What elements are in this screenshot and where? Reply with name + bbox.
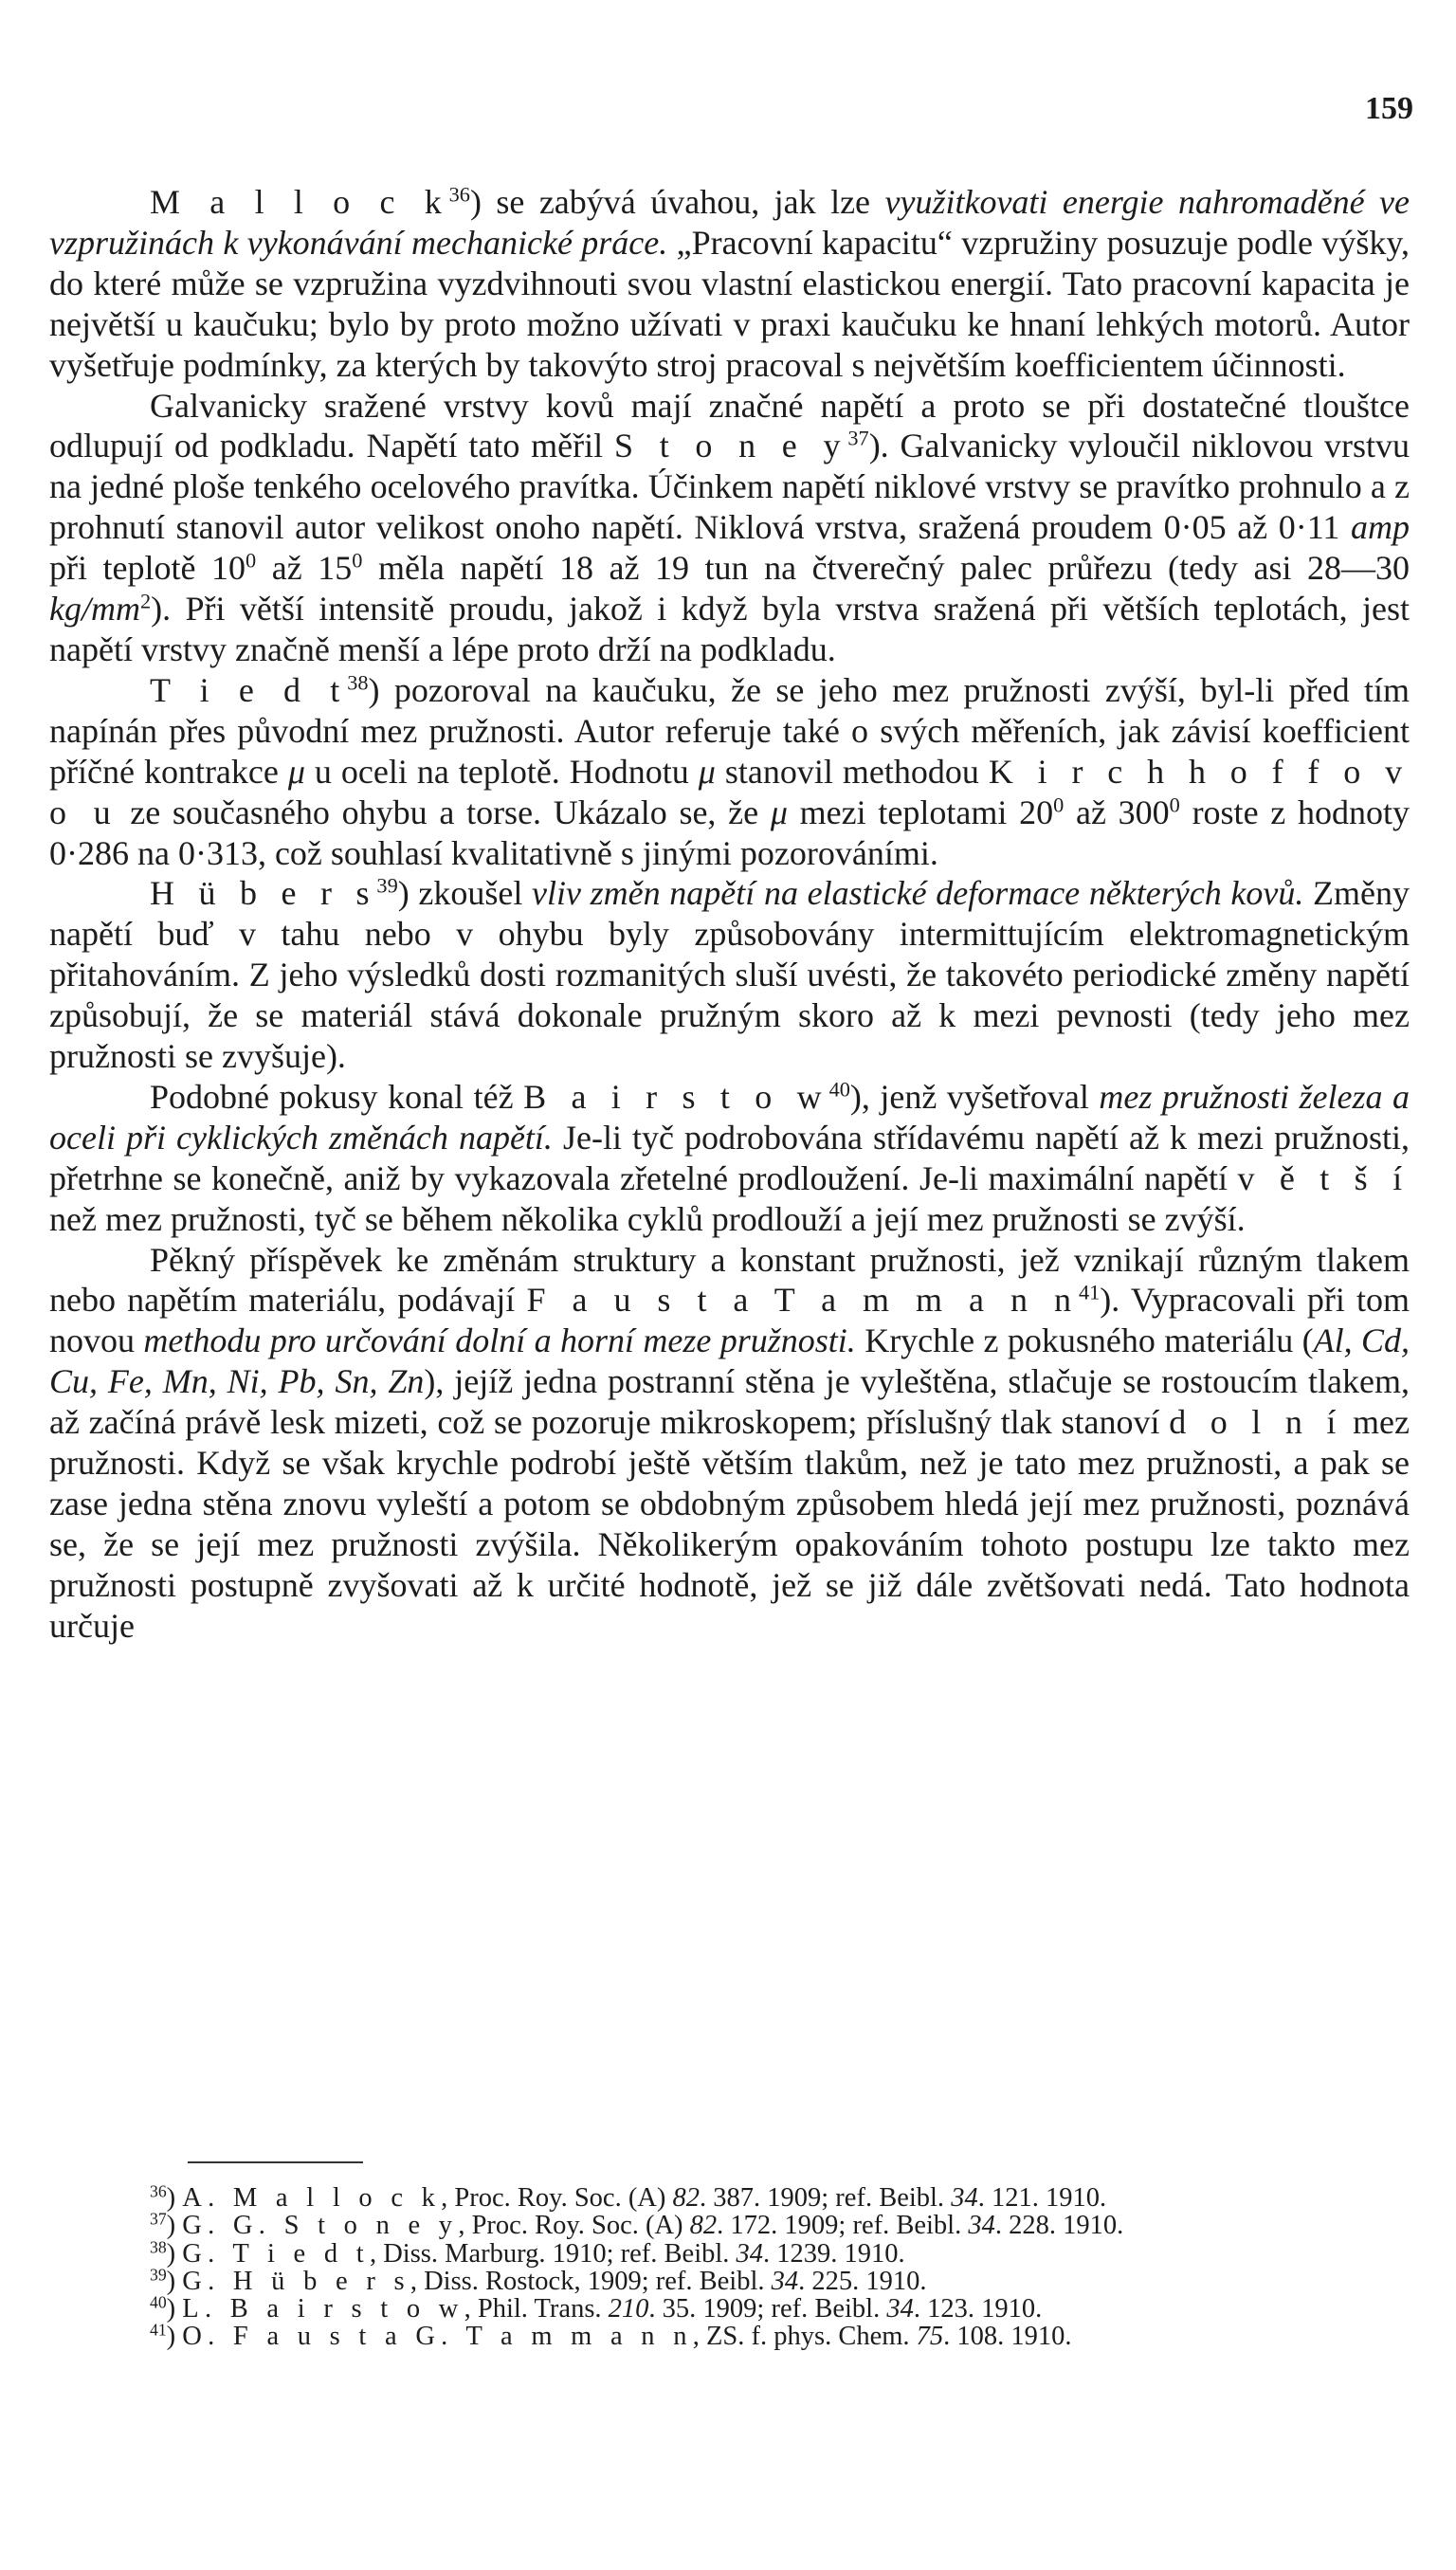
footnote-volume: 34 xyxy=(968,2211,995,2241)
footnote-volume: 34 xyxy=(951,2183,978,2213)
reference-number: 0 xyxy=(1169,793,1180,817)
text-run: ) pozoroval na kaučuku, že se jeho mez pružnosti zvýší, byl-li před tím napínán přes původní mez pružnosti. Autor referuje také o svých měřeních, jak závisí koefficient příčné kontrakce xyxy=(49,670,1410,791)
footnote-source: , Diss. Rostock, 1909; ref. Beibl. xyxy=(410,2266,772,2296)
emphasis-text: methodu pro určování dolní a horní meze pružnosti. xyxy=(143,1321,856,1360)
author-name: M a l l o c k xyxy=(150,183,449,221)
author-name: F a u s t a T a m m a n n xyxy=(526,1281,1079,1320)
reference-number: 40 xyxy=(828,1077,850,1102)
footnote-author: L. B a i r s t o w xyxy=(182,2294,464,2324)
footnote-author: G. H ü b e r s xyxy=(182,2266,410,2296)
text-run: ). Galvanicky vyloučil niklovou vrstvu na jedné ploše tenkého ocelového pravítka. Účinkem napětí niklové vrstvy se pravítko prohnulo a z prohnutí stanovil autor velikost onoho napětí. Niklová vrstva, sražená proudem 0·05 až 0·11 xyxy=(49,427,1410,547)
footnotes xyxy=(49,2181,1410,2352)
author-name: S t o n e y xyxy=(614,427,848,465)
text-run: Krychle z pokusného materiálu ( xyxy=(855,1321,1314,1360)
footnote-source: , Proc. Roy. Soc. (A) xyxy=(441,2183,673,2213)
author-name: T i e d t xyxy=(150,670,348,709)
text-run: Je-li tyč podrobována střídavému napětí až k mezi pružnosti, přetrhne se konečně, aniž by vykazovala zřetelné prodloužení. Je-li maximální napětí xyxy=(49,1118,1410,1197)
footnote-volume: 82 xyxy=(689,2211,718,2241)
page-number: 159 xyxy=(1365,91,1413,126)
reference-number: 37 xyxy=(847,427,869,451)
text-run: „Pracovní kapacitu“ vzpružiny posuzuje podle výšky, do které může se vzpružina vyzdvihnouti svou vlastní elastickou energií. Tato pracovní kapacita je největší u kaučuku; bylo by proto možno užívati v praxi kaučuku ke hnaní lehkých motorů. Autor vyšetřuje podmínky, za kterých by takovýto stroj pracoval s největším koefficientem účinnosti. xyxy=(49,223,1410,384)
footnote-source: . 387. 1909; ref. Beibl. xyxy=(700,2183,952,2213)
footnote-volume: 75 xyxy=(916,2322,944,2352)
text-run: roste z hodnoty 0·286 na 0·313, což souhlasí kvalitativně s jinými pozorováními. xyxy=(49,793,1410,872)
text-run: Změny napětí buď v tahu nebo v ohybu byly způsobovány intermittujícím elektromagnetickým přitahováním. Z jeho výsledků dosti rozmanitých sluší uvésti, že takovéto periodické změny napětí způsobují, že se materiál stává dokonale pružným skoro až k mezi pevnosti (tedy jeho mez pružnosti se zvyšuje). xyxy=(49,874,1410,1076)
text-run: stanovil methodou xyxy=(715,752,989,791)
footnote-source: , Proc. Roy. Soc. (A) xyxy=(458,2211,690,2241)
footnote-volume: 82 xyxy=(672,2183,701,2213)
reference-number: 0 xyxy=(352,548,363,573)
reference-number: 0 xyxy=(246,548,257,573)
paragraph xyxy=(49,670,1410,874)
footnote-author: A. M a l l o c k xyxy=(182,2183,442,2213)
reference-number: 36 xyxy=(448,182,470,207)
reference-number: 0 xyxy=(1053,793,1065,817)
paragraph xyxy=(49,873,1410,1077)
footnote-source: , ZS. f. phys. Chem. xyxy=(692,2322,917,2352)
footnote: $^{39}$) G. H ü b e r s, Diss. Rostock, 1909; ref. Beibl. 34. 225. 1910. xyxy=(150,2265,927,2296)
paragraph xyxy=(49,182,1410,386)
author-name: d o l n í xyxy=(1169,1403,1344,1442)
reference-number: 41 xyxy=(1078,1281,1101,1305)
text-run: Pěkný příspěvek ke změnám struktury a konstant pružnosti, jež vznikají různým tlakem nebo napětím materiálu, podávají xyxy=(49,1240,1410,1320)
emphasis-text: μ xyxy=(698,752,716,791)
footnote-number: 40 xyxy=(150,2292,167,2312)
text-run: mez pružnosti. Když se však krychle podrobí ještě větším tlakům, než je tato mez pružnosti, a pak se zase jedna stěna znovu vyleští a potom se obdobným způsobem hledá její mez pružnosti, poznává se, že se její mez pružnosti zvýšila. Několikerým opakováním tohoto postupu lze takto mez pružnosti postupně zvyšovati až k určité hodnotě, jež se již dále zvětšovati nedá. Tato hodnota určuje xyxy=(49,1403,1410,1645)
footnote-source: . 172. 1909; ref. Beibl. xyxy=(717,2211,969,2241)
text-run: u oceli na teplotě. Hodnotu xyxy=(304,752,699,791)
footnote: $^{40}$) L. B a i r s t o w, Phil. Trans. 210. 35. 1909; ref. Beibl. 34. 123. 1910. xyxy=(150,2292,1043,2324)
text-run: Galvanicky sražené vrstvy kovů mají značné napětí a proto se při dostatečné tlouštce odlupují od podkladu. Napětí tato měřil xyxy=(49,386,1410,465)
emphasis-text: amp xyxy=(1351,508,1410,547)
emphasis-text: μ xyxy=(770,793,788,831)
text-run: až 15 xyxy=(256,549,353,588)
emphasis-text: Al, Cd, Cu, Fe, Mn, Ni, Pb, Sn, Zn xyxy=(49,1321,1410,1401)
paragraph xyxy=(49,1240,1410,1647)
reference-number: 39 xyxy=(376,874,398,899)
footnote-source: . 228. 1910. xyxy=(994,2211,1124,2241)
emphasis-text: mez pružnosti železa a oceli při cyklických změnách napětí. xyxy=(49,1077,1410,1157)
text-run: ze současného ohybu a torse. Ukázalo se, že xyxy=(118,793,771,831)
emphasis-text: využitkovati energie nahromaděné ve vzpružinách k vykonávání mechanické práce. xyxy=(49,183,1410,262)
footnote-number: 37 xyxy=(150,2209,167,2229)
text-run: Podobné pokusy konal též xyxy=(150,1077,524,1116)
text-run: ), jejíž jedna postranní stěna je vyleštěna, stlačuje se rostoucím tlakem, až začíná právě lesk mizeti, což se pozoruje mikroskopem; příslušný tlak stanoví xyxy=(49,1362,1410,1442)
footnote-source: , Diss. Marburg. 1910; ref. Beibl. xyxy=(369,2238,737,2269)
footnote: $^{41}$) O. F a u s t a G. T a m m a n n, ZS. f. phys. Chem. 75. 108. 1910. xyxy=(150,2320,1072,2352)
footnote-source: . 108. 1910. xyxy=(943,2322,1072,2352)
footnote-source: . 35. 1909; ref. Beibl. xyxy=(648,2294,887,2324)
footnote-author: G. T i e d t xyxy=(182,2238,370,2269)
text-run: měla napětí 18 až 19 tun na čtverečný palec průřezu (tedy asi 28—30 xyxy=(362,549,1410,588)
footnote-divider xyxy=(188,2161,363,2163)
author-name: v ě t š í xyxy=(1237,1158,1410,1197)
footnote-volume: 210 xyxy=(608,2294,649,2324)
footnote-source: . 123. 1910. xyxy=(913,2294,1043,2324)
author-name: K i r c h h o f f o v o u xyxy=(49,752,1410,831)
text-run: ) se zabývá úvahou, jak lze xyxy=(469,183,885,221)
author-name: H ü b e r s xyxy=(150,874,377,913)
footnote-source: . 225. 1910. xyxy=(798,2266,927,2296)
footnote: $^{38}$) G. T i e d t, Diss. Marburg. 1910; ref. Beibl. 34. 1239. 1910. xyxy=(150,2236,905,2269)
footnote-source: . 1239. 1910. xyxy=(763,2238,905,2269)
paragraph xyxy=(49,1077,1410,1240)
footnote-volume: 34 xyxy=(771,2266,799,2296)
footnote-number: 36 xyxy=(150,2181,167,2201)
text-run: až 300 xyxy=(1064,793,1170,831)
footnote-number: 41 xyxy=(150,2320,167,2340)
emphasis-text: μ xyxy=(287,752,305,791)
text-run: ). Při větší intensitě proudu, jakož i když byla vrstva sražená při větších teplotách, jest napětí vrstvy značně menší a lépe proto drží na podkladu. xyxy=(49,590,1410,668)
author-name: B a i r s t o w xyxy=(523,1077,829,1116)
footnote-volume: 34 xyxy=(736,2238,764,2269)
body-text xyxy=(49,182,1410,1647)
text-run: ) zkoušel xyxy=(397,874,533,913)
footnote-volume: 34 xyxy=(886,2294,914,2324)
footnote-source: . 121. 1910. xyxy=(977,2183,1107,2213)
reference-number: 2 xyxy=(139,589,152,613)
text-run: ), jenž vyšetřoval xyxy=(849,1077,1100,1116)
text-run: ). Vypracovali při tom novou xyxy=(49,1281,1410,1360)
footnote-source: , Phil. Trans. xyxy=(464,2294,609,2324)
footnote-author: G. G. S t o n e y xyxy=(182,2211,459,2241)
footnote-number: 39 xyxy=(150,2265,167,2285)
text-run: než mez pružnosti, tyč se během několika cyklů prodlouží a její mez pružnosti se zvýší. xyxy=(49,1199,1246,1238)
text-run: mezi teplotami 20 xyxy=(787,793,1054,831)
emphasis-text: vliv změn napětí na elastické deformace některých kovů. xyxy=(532,874,1304,913)
reference-number: 38 xyxy=(347,670,369,695)
emphasis-text: kg/mm xyxy=(49,590,140,629)
footnote-number: 38 xyxy=(150,2236,167,2256)
text-run: při teplotě 10 xyxy=(49,549,246,588)
paragraph xyxy=(49,386,1410,670)
footnote-author: O. F a u s t a G. T a m m a n n xyxy=(182,2322,693,2352)
footnote: $^{36}$) A. M a l l o c k, Proc. Roy. Soc. (A) 82. 387. 1909; ref. Beibl. 34. 121. 1910. xyxy=(150,2181,1107,2213)
footnote: $^{37}$) G. G. S t o n e y, Proc. Roy. Soc. (A) 82. 172. 1909; ref. Beibl. 34. 228. 1910. xyxy=(150,2209,1124,2241)
